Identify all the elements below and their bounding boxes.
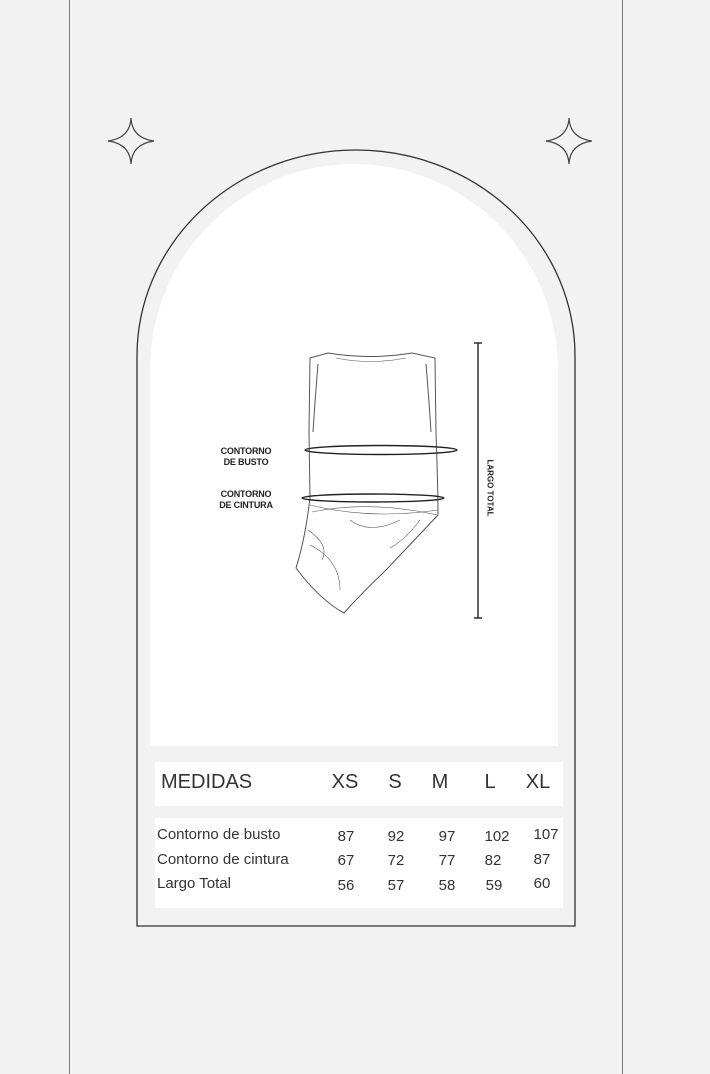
row-label: Largo Total bbox=[157, 875, 231, 892]
cell: 59 bbox=[485, 877, 503, 894]
cell: 57 bbox=[387, 877, 405, 894]
waist-label: CONTORNO DE CINTURA bbox=[219, 489, 273, 510]
table-title: MEDIDAS bbox=[161, 771, 253, 793]
size-l: L bbox=[484, 771, 496, 793]
length-label: LARGO TOTAL bbox=[485, 459, 495, 517]
table-row bbox=[155, 826, 563, 848]
cell: 60 bbox=[533, 875, 551, 892]
cell: 58 bbox=[438, 877, 456, 894]
cell: 97 bbox=[438, 828, 456, 845]
row-label: Contorno de busto bbox=[157, 826, 281, 843]
size-s: S bbox=[388, 771, 402, 793]
size-xl: XL bbox=[525, 771, 551, 793]
cell: 107 bbox=[533, 826, 559, 843]
size-table-header bbox=[155, 762, 563, 806]
cell: 72 bbox=[387, 852, 405, 869]
cell: 87 bbox=[337, 828, 355, 845]
table-row bbox=[155, 851, 563, 873]
size-m: M bbox=[431, 771, 449, 793]
cell: 67 bbox=[337, 852, 355, 869]
cell: 87 bbox=[533, 851, 551, 868]
cell: 56 bbox=[337, 877, 355, 894]
size-xs: XS bbox=[331, 771, 359, 793]
cell: 82 bbox=[484, 852, 502, 869]
table-row bbox=[155, 875, 563, 897]
cell: 77 bbox=[438, 852, 456, 869]
size-table-body bbox=[155, 818, 563, 908]
cell: 102 bbox=[484, 828, 510, 845]
bust-label: CONTORNO DE BUSTO bbox=[220, 446, 272, 467]
cell: 92 bbox=[387, 828, 405, 845]
row-label: Contorno de cintura bbox=[157, 851, 289, 868]
